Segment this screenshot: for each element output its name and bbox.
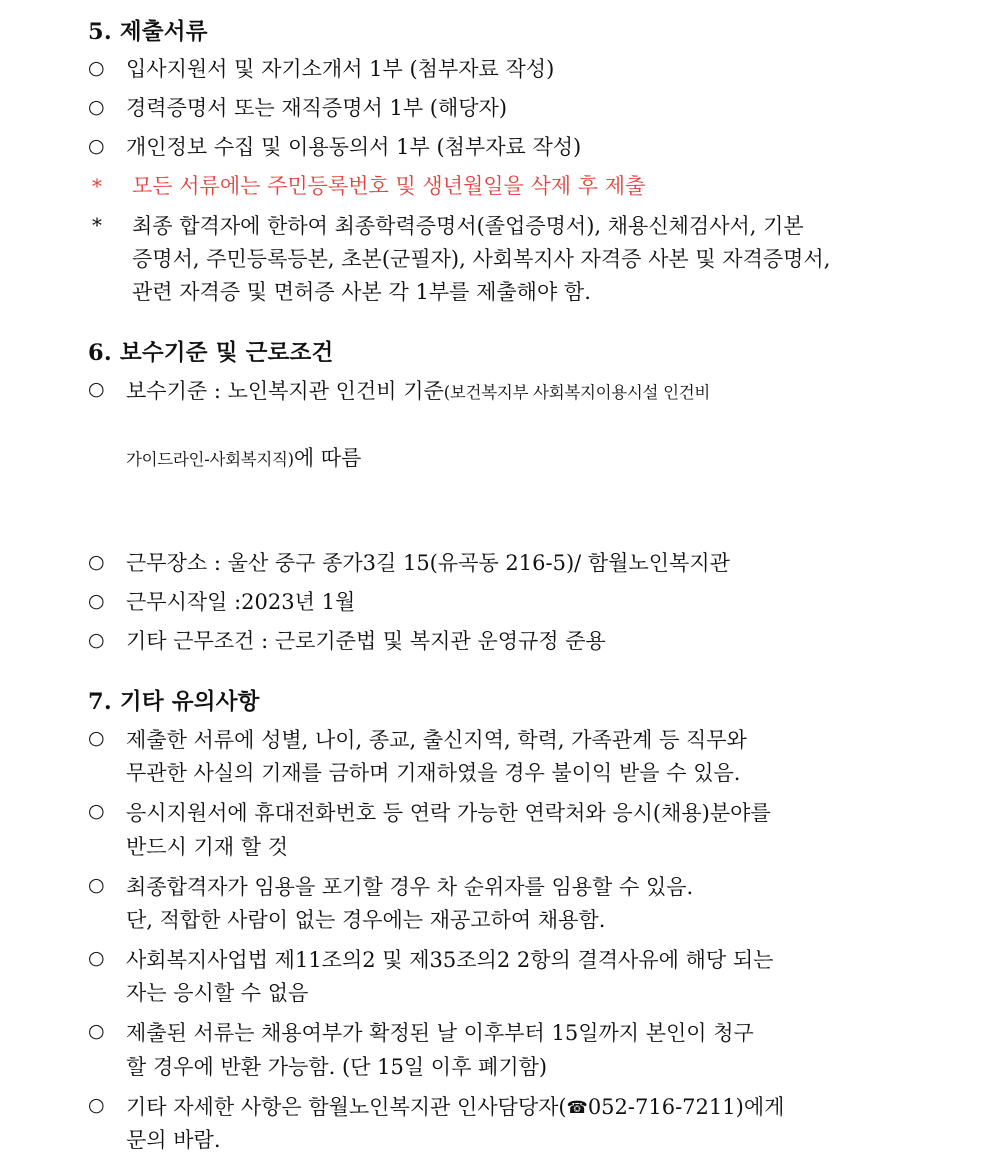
section-5-heading: 5. 제출서류 bbox=[88, 19, 208, 45]
bullet-circle-icon: ○ bbox=[88, 727, 105, 750]
list-item-line: 사회복지사업법 제11조의2 및 제35조의2 2항의 결격사유에 해당 되는 bbox=[126, 948, 774, 973]
list-item-text: 기타 근무조건 : 근로기준법 및 복지관 운영규정 준용 bbox=[126, 629, 606, 654]
section-7-body bbox=[88, 724, 932, 1157]
bullet-circle-icon: ○ bbox=[88, 629, 105, 652]
bullet-circle-icon: ○ bbox=[88, 947, 105, 970]
bullet-circle-icon: ○ bbox=[88, 590, 105, 613]
list-item-line: 응시지원서에 휴대전화번호 등 연락 가능한 연락처와 응시(채용)분야를 bbox=[126, 801, 771, 826]
list-item bbox=[88, 93, 932, 125]
list-item-start-date bbox=[88, 587, 932, 619]
phone-number: 052-716-7211 bbox=[587, 1094, 736, 1119]
list-item-next-candidate bbox=[88, 871, 932, 937]
list-item-text bbox=[126, 375, 932, 541]
list-item-disqualification bbox=[88, 944, 932, 1010]
list-item-salary-standard bbox=[88, 375, 932, 541]
list-item-contact-required bbox=[88, 797, 932, 863]
list-item-line: 할 경우에 반환 가능함. (단 15일 이후 폐기함) bbox=[126, 1054, 548, 1079]
list-item-irrelevant-info bbox=[88, 724, 932, 790]
asterisk-icon: * bbox=[92, 173, 102, 198]
bullet-circle-icon: ○ bbox=[88, 57, 105, 80]
note-item-text: 모든 서류에는 주민등록번호 및 생년월일을 삭제 후 제출 bbox=[132, 173, 646, 198]
note-item-line: 관련 자격증 및 면허증 사본 각 1부를 제출해야 함. bbox=[132, 280, 591, 305]
section-6-body bbox=[88, 375, 932, 658]
section-7-other-notices bbox=[88, 688, 932, 1157]
section-7-heading: 7. 기타 유의사항 bbox=[88, 688, 260, 715]
note-item-final-candidate-docs bbox=[88, 210, 932, 310]
list-item-document-return bbox=[88, 1017, 932, 1083]
list-item-line: 제출한 서류에 성별, 나이, 종교, 출신지역, 학력, 가족관계 등 직무와 bbox=[126, 728, 747, 753]
list-item-inquiries bbox=[88, 1091, 932, 1157]
inquiries-text-after: )에게 bbox=[735, 1094, 785, 1119]
salary-standard-lead: 보수기준 : 노인복지관 인건비 기준 bbox=[126, 379, 444, 404]
inquiries-line-2: 문의 바람. bbox=[126, 1127, 221, 1152]
list-item-text: 근무장소 : 울산 중구 종가3길 15(유곡동 216-5)/ 함월노인복지관 bbox=[126, 551, 730, 576]
note-item-line: 증명서, 주민등록등본, 초본(군필자), 사회복지사 자격증 사본 및 자격증명서, bbox=[132, 246, 831, 271]
list-item-line: 최종합격자가 임용을 포기할 경우 차 순위자를 임용할 수 있음. bbox=[126, 874, 694, 899]
list-item-line: 반드시 기재 할 것 bbox=[126, 834, 289, 859]
section-5-body bbox=[88, 54, 932, 309]
bullet-circle-icon: ○ bbox=[88, 134, 105, 157]
list-item-text: 경력증명서 또는 재직증명서 1부 (해당자) bbox=[126, 96, 508, 121]
bullet-circle-icon: ○ bbox=[88, 1093, 105, 1116]
bullet-circle-icon: ○ bbox=[88, 378, 105, 401]
list-item-work-location bbox=[88, 548, 932, 580]
bullet-circle-icon: ○ bbox=[88, 551, 105, 574]
salary-standard-tail: 에 따름 bbox=[293, 445, 362, 470]
list-item bbox=[88, 54, 932, 86]
salary-standard-note: (보건복지부 사회복지이용시설 인건비 bbox=[443, 383, 711, 403]
list-item-text: 근무시작일 :2023년 1월 bbox=[126, 590, 356, 615]
list-item bbox=[88, 132, 932, 164]
salary-standard-note-cont: 가이드라인-사회복지직) bbox=[126, 449, 294, 469]
section-5-submission-documents bbox=[88, 18, 932, 309]
list-item-line: 무관한 사실의 기재를 금하며 기재하였을 경우 불이익 받을 수 있음. bbox=[126, 761, 741, 786]
list-item-line: 자는 응시할 수 없음 bbox=[126, 981, 309, 1006]
note-item-line: 최종 합격자에 한하여 최종학력증명서(졸업증명서), 채용신체검사서, 기본 bbox=[132, 213, 804, 238]
bullet-circle-icon: ○ bbox=[88, 873, 105, 896]
section-6-heading: 6. 보수기준 및 근로조건 bbox=[88, 340, 334, 367]
list-item-line: 제출된 서류는 채용여부가 확정된 날 이후부터 15일까지 본인이 청구 bbox=[126, 1021, 754, 1046]
asterisk-icon: * bbox=[92, 212, 102, 237]
bullet-circle-icon: ○ bbox=[88, 800, 105, 823]
list-item-text: 입사지원서 및 자기소개서 1부 (첨부자료 작성) bbox=[126, 57, 555, 82]
bullet-circle-icon: ○ bbox=[88, 96, 105, 119]
salary-standard-tail-line bbox=[126, 442, 932, 475]
telephone-icon: ☎ bbox=[566, 1097, 588, 1118]
inquiries-line bbox=[126, 1091, 932, 1124]
inquiries-text-before: 기타 자세한 사항은 함월노인복지관 인사담당자( bbox=[126, 1094, 567, 1119]
list-item-text: 개인정보 수집 및 이용동의서 1부 (첨부자료 작성) bbox=[126, 134, 582, 159]
list-item-line: 단, 적합한 사람이 없는 경우에는 재공고하여 채용함. bbox=[126, 907, 606, 932]
bullet-circle-icon: ○ bbox=[88, 1020, 105, 1043]
note-item-privacy-warning bbox=[88, 171, 932, 203]
list-item-other-conditions bbox=[88, 626, 932, 658]
section-6-salary-and-conditions bbox=[88, 339, 932, 658]
